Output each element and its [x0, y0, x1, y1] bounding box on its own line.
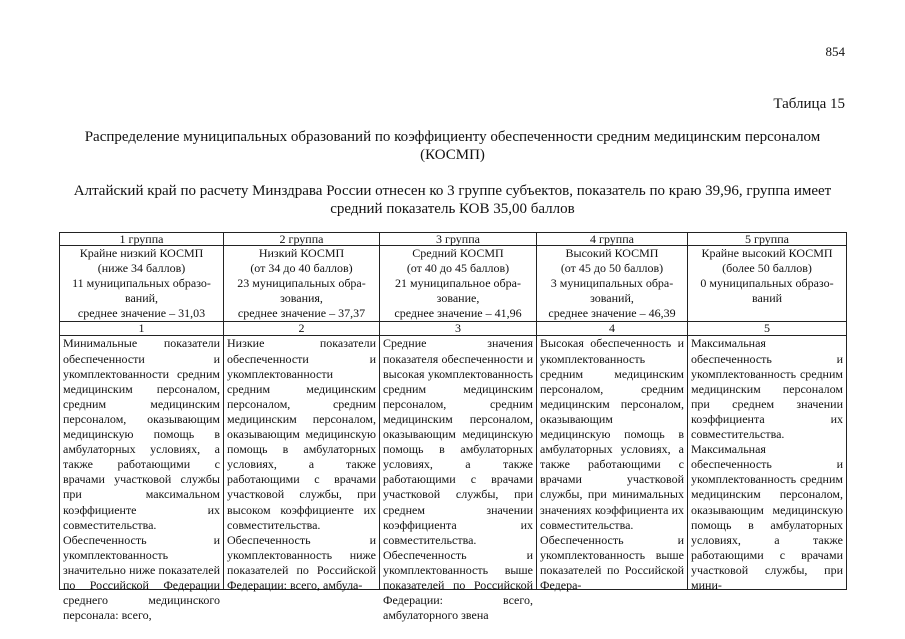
group-average: среднее значение – 37,37: [237, 306, 366, 321]
group-count: 0 муниципальных образо-ваний: [700, 276, 834, 306]
group-text-cell: [224, 336, 380, 590]
group-count: 21 муниципальное обра-зование,: [395, 276, 521, 306]
group-text: Низкие показатели обеспеченности и укомплектованности средним медицинским персоналом, средним медицинским персоналом, оказывающим медицинскую помощь в амбулаторных условиях, а также работающими с врачами участковой службы, при высоком коэффициенте их совместительства. Обеспеченность и укомплектованность ниже показателей по Российской Федерации: всего, амбула-: [227, 336, 376, 592]
group-text: Средние значения показателя обеспеченности и высокая укомплектованность средним медицинским персоналом, средним медицинским персоналом, оказывающим медицинскую помощь в амбулаторных условиях, а также работающими с врачами участковой службы, при среднем значении коэффициента их совместительства. Обеспеченность и укомплектованность выше показателей по Российской Федерации: всего, амбулаторного звена: [383, 336, 533, 623]
group-description: [537, 246, 688, 322]
group-header: 4 группа: [537, 233, 688, 246]
group-header-row: [60, 233, 847, 246]
group-count: 23 муниципальных обра-зования,: [237, 276, 366, 306]
group-range: (от 40 до 45 баллов): [406, 261, 510, 276]
group-text-cell: [60, 336, 224, 623]
group-header: 2 группа: [224, 233, 380, 246]
group-text-cell: [380, 336, 537, 623]
table-label: Таблица 15: [773, 96, 845, 112]
group-range: (более 50 баллов): [722, 261, 812, 276]
group-name: Крайне высокий КОСМП: [701, 246, 833, 260]
group-description: [688, 246, 847, 322]
group-name: Высокий КОСМП: [565, 246, 659, 260]
group-text-row: [60, 336, 847, 590]
column-number: 4: [537, 322, 688, 336]
column-number: 1: [60, 322, 224, 336]
group-description-row: [60, 246, 847, 322]
groups-table: [59, 232, 847, 623]
group-range: (ниже 34 баллов): [97, 261, 186, 276]
group-name: Средний КОСМП: [412, 246, 504, 260]
group-header: 3 группа: [380, 233, 537, 246]
group-header: 5 группа: [688, 233, 847, 246]
column-number: 3: [380, 322, 537, 336]
group-range: (от 45 до 50 баллов): [560, 261, 664, 276]
group-description: [60, 246, 224, 322]
group-description: [380, 246, 537, 322]
group-average: среднее значение – 31,03: [77, 306, 206, 321]
table-subtitle: Алтайский край по расчету Минздрава России отнесен ко 3 группе субъектов, показатель по краю 39,96, группа имеет средний показатель КОВ 35,00 баллов: [73, 183, 832, 217]
group-text-cell: [537, 336, 688, 590]
group-description: [224, 246, 380, 322]
table-title: Распределение муниципальных образований по коэффициенту обеспеченности средним медицинским персоналом (КОСМП): [84, 129, 821, 163]
page-number: 854: [825, 44, 845, 59]
group-count: 3 муниципальных обра-зований,: [550, 276, 674, 306]
group-range: (от 34 до 40 баллов): [250, 261, 353, 276]
group-text: Минимальные показатели обеспеченности и укомплектованности средним медицинским персоналом, средним медицинским персоналом, оказывающим медицинскую помощь в амбулаторных условиях, а также работающими с врачами участковой службы при максимальном коэффициенте их совместительства. Обеспеченность и укомплектованность значительно ниже показателей по Российской Федерации среднего медицинского персонала: всего,: [63, 336, 220, 623]
group-average: среднее значение – 46,39: [548, 306, 676, 321]
group-header: 1 группа: [60, 233, 224, 246]
group-text-cell: [688, 336, 847, 590]
group-count: 11 муниципальных образо-ваний,: [72, 276, 211, 306]
group-name: Крайне низкий КОСМП: [79, 246, 204, 260]
group-text: Высокая обеспеченность и укомплектованность средним медицинским персоналом, средним медицинским персоналом, оказывающим медицинскую помощь в амбулаторных условиях, а также работающими с врачами участковой службы, при минимальных значениях коэффициента их совместительства. Обеспеченность и укомплектованность выше показателей по Российской Федера-: [540, 336, 684, 592]
column-number: 5: [688, 322, 847, 336]
column-number: 2: [224, 322, 380, 336]
column-number-row: [60, 322, 847, 336]
group-text: Максимальная обеспеченность и укомплектованность средним медицинским персоналом при среднем значении коэффициента их совместительства. Максимальная обеспеченность и укомплектованность средним медицинским персоналом, оказывающим медицинскую помощь в амбулаторных условиях, а также работающими с врачами участковой службы, при мини-: [691, 336, 843, 592]
group-average: среднее значение – 41,96: [394, 306, 522, 321]
group-name: Низкий КОСМП: [258, 246, 345, 260]
